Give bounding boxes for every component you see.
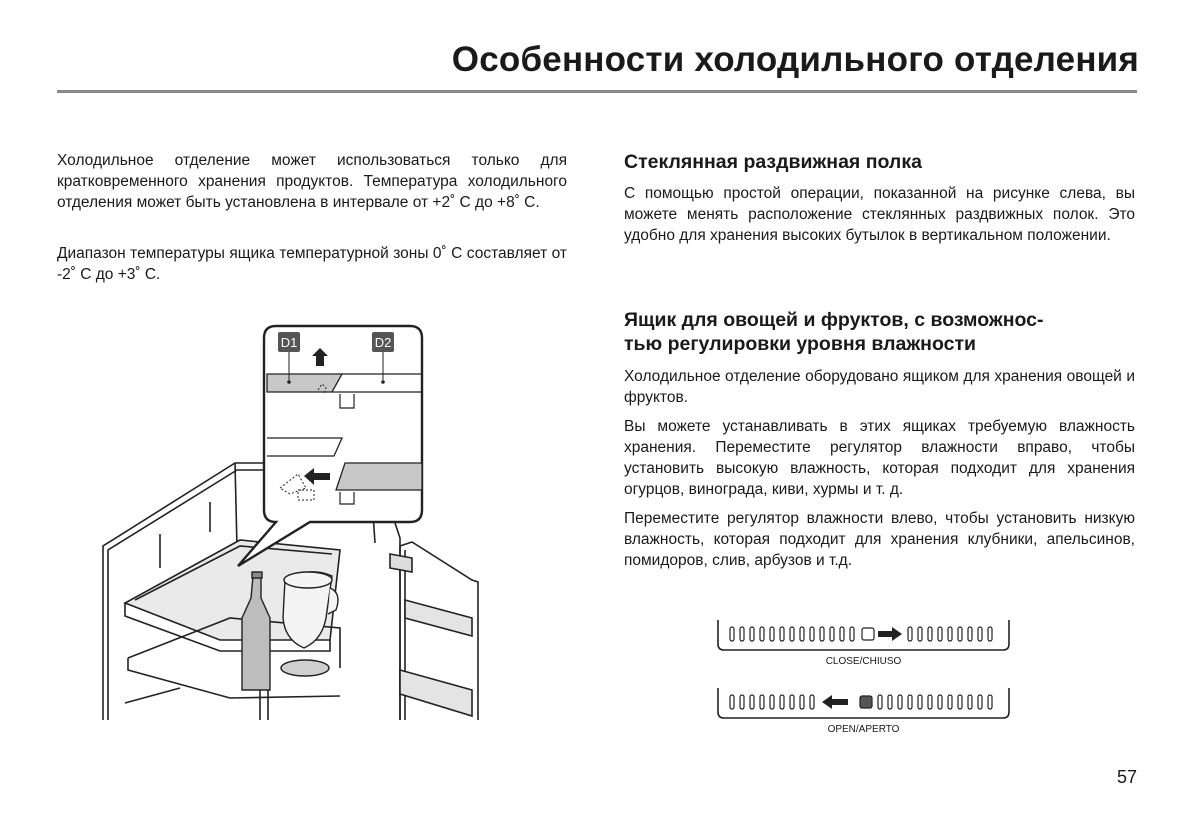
intro-paragraph: Холодильное отделение может использоваться только для кратковременного хранения продуктов. Температура холодильного отделения может быть установлена в интервале от +2˚ С до +8˚ С. <box>57 152 567 211</box>
glass-shelf-heading: Стеклянная раздвижная полка <box>624 151 922 173</box>
label-d2: D2 <box>374 335 392 350</box>
open-label: OPEN/APERTO <box>827 724 900 735</box>
label-d1: D1 <box>280 335 298 350</box>
close-label: CLOSE/CHIUSO <box>825 656 902 667</box>
sliding-shelf-illustration <box>100 318 480 720</box>
crisper-heading-line1: Ящик для овощей и фруктов, с возможнос- <box>624 309 1044 331</box>
crisper-paragraph-1: Холодильное отделение оборудовано ящиком для хранения овощей и фруктов. <box>624 368 1135 406</box>
humidity-slider-close <box>716 618 1011 652</box>
crisper-heading-line2: тью регулировки уровня влажности <box>624 333 976 355</box>
humidity-slider-open <box>716 686 1011 720</box>
title-rule <box>57 90 1137 93</box>
crisper-paragraph-3: Переместите регулятор влажности влево, чтобы установить низкую влажность, которая подходит для хранения клубники, апельсинов, помидоров, слив, арбузов и т.д. <box>624 510 1135 569</box>
page-title: Особенности холодильного отделения <box>451 40 1139 79</box>
glass-shelf-text: С помощью простой операции, показанной на рисунке слева, вы можете менять расположение стеклянных раздвижных полок. Это удобно для хранения высоких бутылок в вертикальном положении. <box>624 185 1135 244</box>
zero-zone-paragraph: Диапазон температуры ящика температурной зоны 0˚ С составляет от -2˚ С до +3˚ С. <box>57 245 567 283</box>
crisper-paragraph-2: Вы можете устанавливать в этих ящиках требуемую влажность хранения. Переместите регулятор влажности вправо, чтобы установить высокую влажность, которая подходит для хранения огурцов, винограда, киви, хурмы и т. д. <box>624 418 1135 498</box>
callout-bubble <box>238 326 422 566</box>
page-number: 57 <box>1116 767 1137 787</box>
